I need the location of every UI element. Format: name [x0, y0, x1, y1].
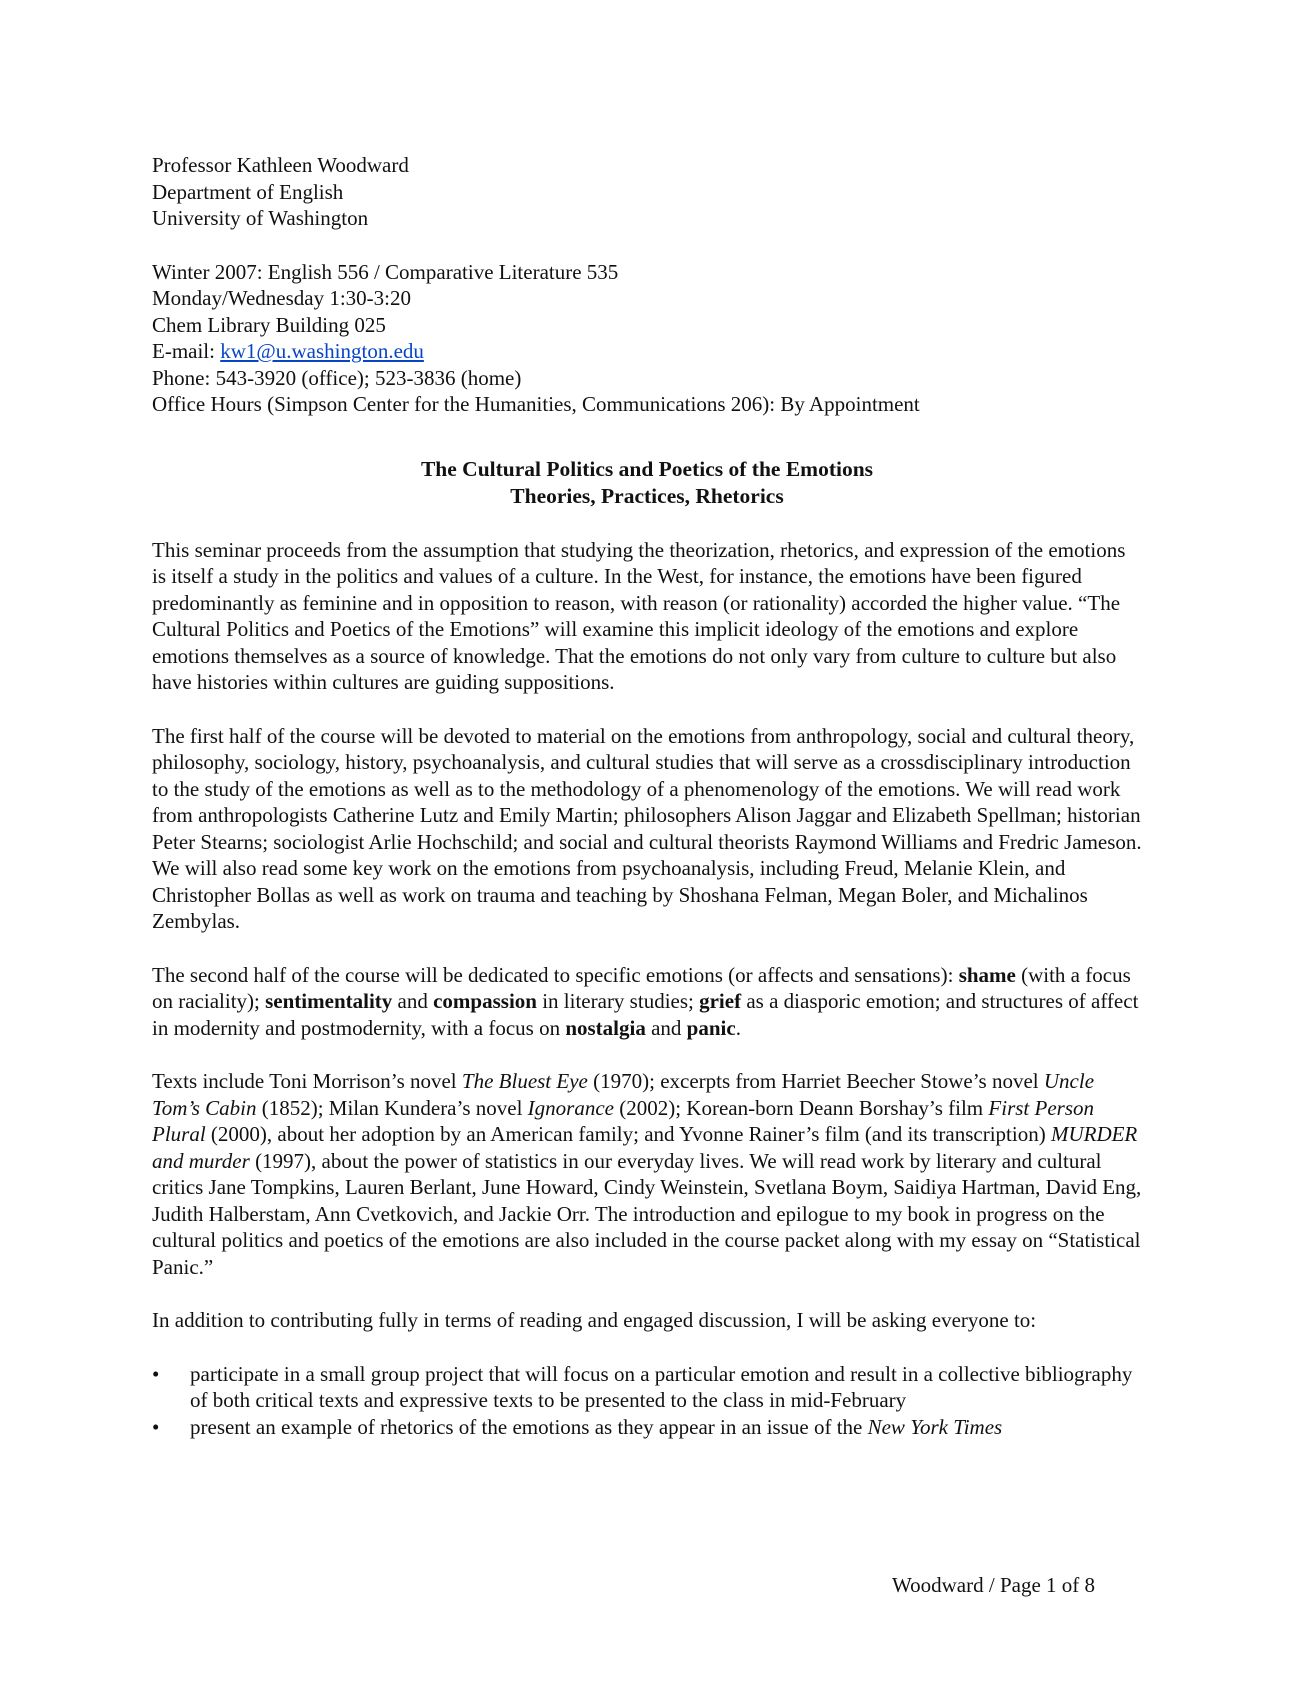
- title-line-2: Theories, Practices, Rhetorics: [510, 483, 784, 508]
- text-run: (1970); excerpts from Harriet Beecher Stowe’s novel: [587, 1069, 1044, 1093]
- title-uncle-toms-cabin: Uncle Tom’s Cabin: [152, 1069, 1095, 1120]
- paragraph-texts: [152, 1068, 1142, 1280]
- paragraph-first-half: The first half of the course will be devoted to material on the emotions from anthropology, social and cultural theory, philosophy, sociology, history, psychoanalysis, and cultural studies that will serve as a crossdisciplinary introduction to the study of the emotions as well as to the methodology of a phenomenology of the emotions. We will read work from anthropologists Catherine Lutz and Emily Martin; philosophers Alison Jaggar and Elizabeth Spellman; historian Peter Stearns; sociologist Arlie Hochschild; and social and cultural theorists Raymond Williams and Fredric Jameson. We will also read some key work on the emotions from psychoanalysis, including Freud, Melanie Klein, and Christopher Bollas as well as work on trauma and teaching by Shoshana Felman, Megan Boler, and Michalinos Zembylas.: [152, 723, 1142, 933]
- emphasis-shame: shame: [958, 962, 1016, 987]
- list-item: [152, 1361, 1142, 1414]
- text-run: in literary studies;: [536, 989, 700, 1013]
- phone-line: Phone: 543-3920 (office); 523-3836 (home): [152, 365, 522, 390]
- title-ignorance: Ignorance: [527, 1095, 614, 1120]
- course-info: [152, 259, 1142, 418]
- emphasis-nostalgia: nostalgia: [565, 1015, 646, 1040]
- course-term: Winter 2007: English 556 / Comparative Literature 535: [152, 259, 619, 284]
- contact-header: [152, 152, 1142, 232]
- text-run: and: [392, 989, 434, 1013]
- text-run: .: [735, 1015, 741, 1040]
- course-title: [152, 456, 1142, 510]
- bullet-icon: •: [152, 1414, 160, 1439]
- email-label: E-mail:: [152, 339, 221, 363]
- paragraph-second-half: [152, 962, 1142, 1042]
- text-run: as a diasporic emotion; and structures of affect in modernity and postmodernity, with a focus on: [152, 989, 1139, 1040]
- list-item-text: participate in a small group project that will focus on a particular emotion and result in a collective bibliography of both critical texts and expressive texts to be presented to the class in mid-February: [190, 1361, 1133, 1412]
- text-run: (2000), about her adoption by an American family; and Yvonne Rainer’s film (and its transcription): [205, 1122, 1051, 1146]
- email-line: [152, 338, 1142, 365]
- document-body: [152, 152, 1142, 1440]
- university: University of Washington: [152, 206, 369, 230]
- course-location: Chem Library Building 025: [152, 312, 386, 337]
- office-hours: Office Hours (Simpson Center for the Humanities, Communications 206): By Appointment: [152, 392, 920, 416]
- title-bluest-eye: The Bluest Eye: [461, 1069, 588, 1093]
- requirements-list: [152, 1361, 1142, 1441]
- text-run: (1997), about the power of statistics in our everyday lives. We will read work by literary and cultural critics Jane Tompkins, Lauren Berlant, June Howard, Cindy Weinstein, Svetlana Boym, Saidiya Hartman, David Eng, Judith Halberstam, Ann Cvetkovich, and Jackie Orr. The introduction and epilogue to my book in progress on the cultural politics and poetics of the emotions are also included in the course packet along with my essay on “Statistical Panic.”: [152, 1148, 1142, 1279]
- text-run: The second half of the course will be dedicated to specific emotions (or affects and sensations):: [152, 962, 959, 987]
- title-line-1: The Cultural Politics and Poetics of the Emotions: [420, 456, 874, 481]
- paragraph-intro: This seminar proceeds from the assumption that studying the theorization, rhetorics, and expression of the emotions is itself a study in the politics and values of a culture. In the West, for instance, the emotions have been figured predominantly as feminine and in opposition to reason, with reason (or rationality) accorded the higher value. “The Cultural Politics and Poetics of the Emotions” will examine this implicit ideology of the emotions and explore emotions themselves as a source of knowledge. That the emotions do not only vary from culture to culture but also have histories within cultures are guiding suppositions.: [152, 537, 1126, 694]
- text-run: Texts include Toni Morrison’s novel: [152, 1069, 462, 1093]
- course-schedule: Monday/Wednesday 1:30-3:20: [152, 286, 412, 310]
- title-new-york-times: New York Times: [867, 1414, 1003, 1439]
- spacer: [152, 232, 1142, 259]
- page-footer: Woodward / Page 1 of 8: [892, 1573, 1096, 1597]
- email-link[interactable]: kw1@u.washington.edu: [220, 339, 424, 363]
- department: Department of English: [152, 179, 344, 204]
- professor-name: Professor Kathleen Woodward: [152, 153, 409, 177]
- title-murder-and-murder: MURDER and murder: [152, 1122, 1138, 1173]
- text-run: (with a focus on raciality);: [152, 962, 1131, 1013]
- emphasis-sentimentality: sentimentality: [265, 989, 393, 1013]
- emphasis-panic: panic: [686, 1015, 736, 1040]
- text-run: (1852); Milan Kundera’s novel: [256, 1095, 528, 1120]
- text-run: and: [645, 1015, 687, 1040]
- bullet-icon: •: [152, 1361, 160, 1386]
- emphasis-grief: grief: [699, 989, 742, 1013]
- list-item-text: present an example of rhetorics of the emotions as they appear in an issue of the: [190, 1414, 868, 1439]
- paragraph-requirements: In addition to contributing fully in terms of reading and engaged discussion, I will be asking everyone to:: [152, 1308, 1037, 1332]
- list-item: [152, 1414, 1142, 1441]
- title-first-person-plural: First Person Plural: [152, 1095, 1094, 1146]
- text-run: (2002); Korean-born Deann Borshay’s film: [613, 1095, 989, 1120]
- emphasis-compassion: compassion: [433, 989, 537, 1013]
